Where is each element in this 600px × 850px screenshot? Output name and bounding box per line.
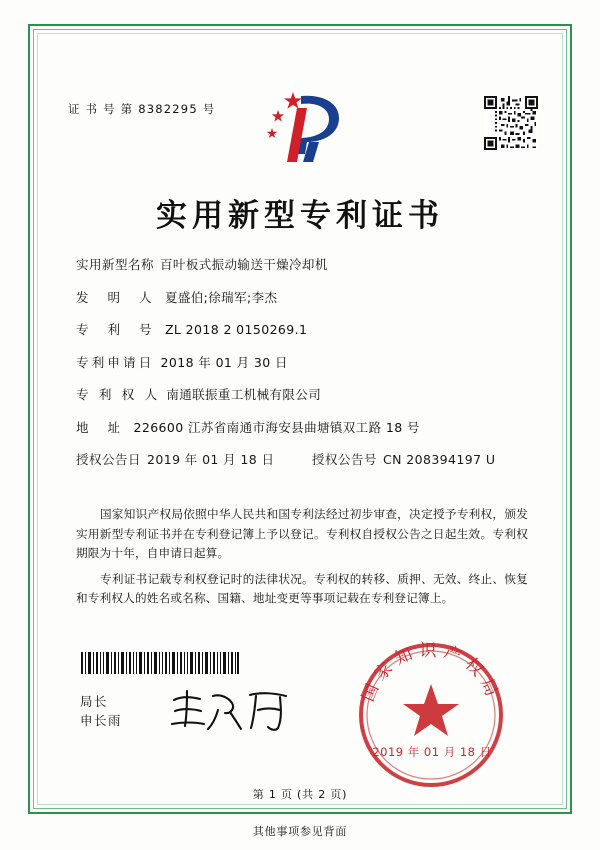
field-application-date: [76, 353, 526, 371]
seal-top-text: 国家知识产权局: [358, 641, 504, 705]
qr-code-icon: [484, 96, 538, 150]
field-address: [76, 418, 526, 436]
field-label: 地 址: [76, 419, 128, 435]
cnipa-logo-icon: [253, 88, 349, 168]
field-value: CN 208394197 U: [383, 452, 496, 467]
field-patentee: [76, 385, 526, 403]
field-value: 夏盛伯;徐瑞军;李杰: [164, 289, 278, 305]
field-value: 南通联振重工机械有限公司: [166, 387, 322, 402]
fields-list: [76, 255, 526, 483]
page-number: 第 1 页 (共 2 页): [252, 788, 348, 801]
page-title: 实用新型专利证书: [156, 198, 444, 234]
field-label: 发 明 人: [76, 289, 159, 305]
field-value: 2019 年 01 月 18 日: [147, 452, 275, 467]
field-patent-number: [76, 320, 526, 338]
director-signature: [168, 686, 298, 734]
seal-date: 2019 年 01 月 18 日: [372, 745, 492, 759]
field-label: 专利申请日: [76, 354, 155, 370]
director-label: 局长: [80, 694, 109, 709]
field-label: 专 利 权 人: [76, 387, 161, 402]
barcode-icon: [80, 652, 240, 674]
field-label: 专 利 号: [76, 322, 159, 337]
barcode: [80, 652, 240, 674]
field-value: 百叶板式振动输送干燥冷却机: [160, 257, 328, 272]
field-value: 226600 江苏省南通市海安县曲塘镇双工路 18 号: [133, 419, 420, 435]
field-label: 授权公告日: [76, 452, 142, 467]
field-label: 实用新型名称: [76, 257, 155, 272]
qr-code: [484, 96, 538, 150]
field-value: 2018 年 01 月 30 日: [160, 354, 288, 370]
seal-icon: [352, 636, 510, 794]
field-grant-row: [76, 450, 526, 468]
field-grant-date: [76, 450, 312, 468]
field-inventor: [76, 288, 526, 306]
field-value: ZL 2018 2 0150269.1: [164, 322, 308, 337]
field-label: 授权公告号: [312, 452, 378, 467]
paragraph-1: 国家知识产权局依照中华人民共和国专利法经过初步审查，决定授予专利权，颁发实用新型专利证书并在专利登记簿上予以登记。专利权自授权公告之日起生效。专利权期限为十年，自申请日起算。: [76, 507, 528, 560]
director-name: 申长雨: [80, 713, 123, 728]
field-utility-model-name: [76, 255, 526, 273]
official-seal: [352, 636, 510, 794]
logo-svg: [253, 88, 349, 168]
footer-note: 其他事项参见背面: [252, 825, 348, 838]
paragraph-2: 专利证书记载专利权登记时的法律状况。专利权的转移、质押、无效、终止、恢复和专利权人的姓名或名称、国籍、地址变更等事项记载在专利登记簿上。: [76, 571, 528, 605]
director-block: [80, 692, 122, 730]
certificate-number: 证 书 号 第 8382295 号: [68, 102, 216, 116]
field-grant-number: [312, 450, 495, 468]
signature-icon: [168, 686, 298, 734]
body-text: [76, 505, 528, 615]
